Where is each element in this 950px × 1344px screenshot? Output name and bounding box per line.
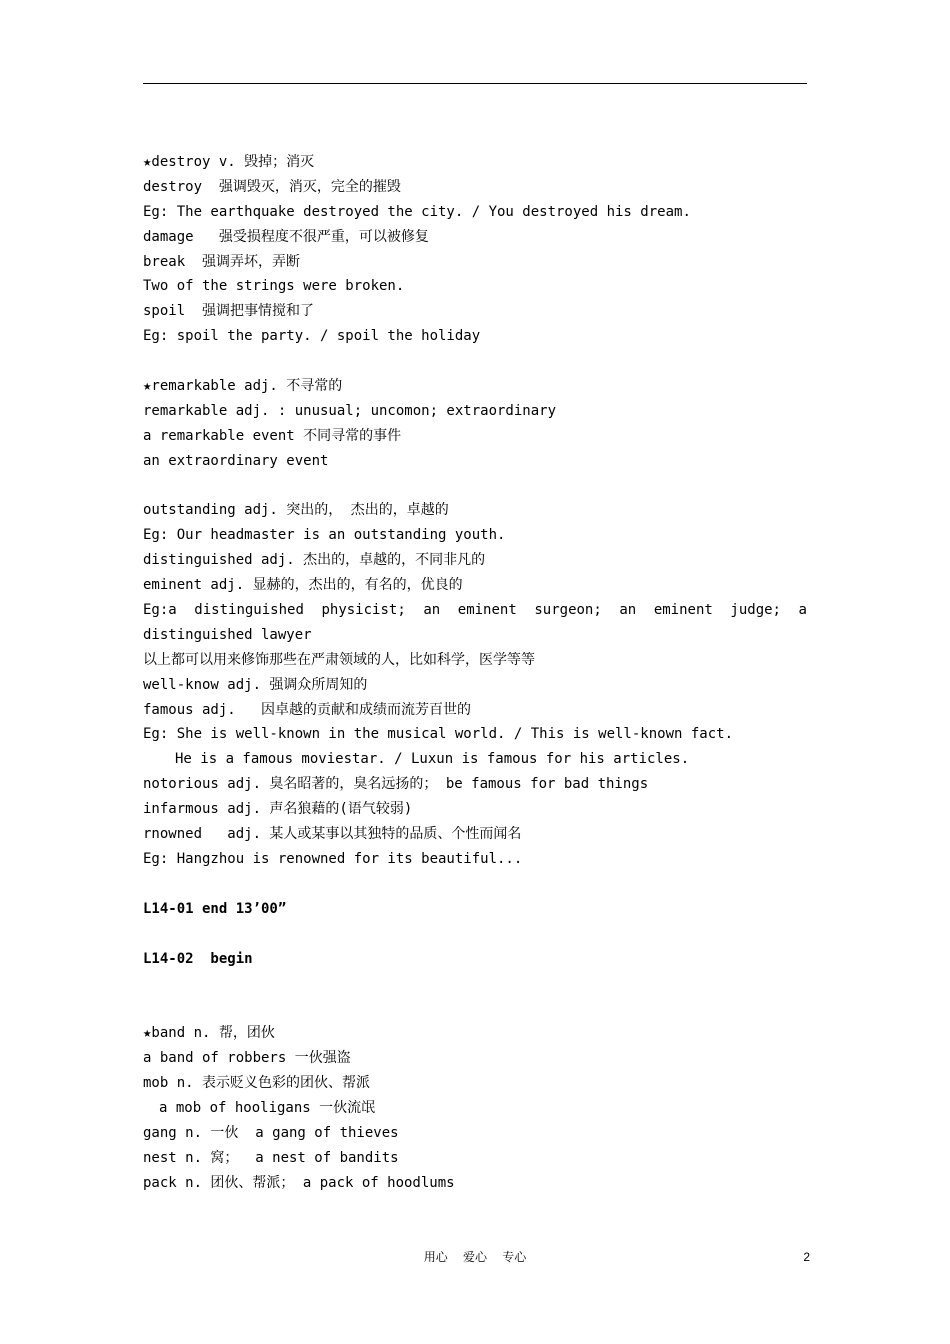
text-line: outstanding adj. 突出的， 杰出的，卓越的: [143, 502, 449, 519]
text-line: a band of robbers 一伙强盗: [143, 1050, 351, 1067]
text-line: an extraordinary event: [143, 452, 329, 469]
note-line: 以上都可以用来修饰那些在严肃领域的人，比如科学，医学等等: [143, 651, 535, 668]
blank-line: [143, 349, 807, 374]
text-line: mob n. 表示贬义色彩的团伙、帮派: [143, 1074, 371, 1091]
blank-line: [143, 971, 807, 996]
example-line: Eg: Hangzhou is renowned for its beautiful...: [143, 850, 523, 867]
text-line: rnowned adj. 某人或某事以其独特的品质、个性而闻名: [143, 826, 522, 843]
text-line: eminent adj. 显赫的，杰出的，有名的，优良的: [143, 577, 463, 594]
example-line: Eg: The earthquake destroyed the city. / You destroyed his dream.: [143, 203, 691, 220]
text-line: notorious adj. 臭名昭著的，臭名远扬的； be famous for bad things: [143, 776, 649, 793]
page-number: 2: [803, 1250, 810, 1264]
entry-heading-destroy: ★destroy v. 毁掉；消灭: [143, 154, 315, 170]
text-line: damage 强受损程度不很严重，可以被修复: [143, 228, 429, 245]
example-line: Two of the strings were broken.: [143, 278, 405, 295]
text-line: infarmous adj. 声名狼藉的(语气较弱): [143, 801, 413, 818]
text-line: distinguished adj. 杰出的，卓越的，不同非凡的: [143, 552, 486, 569]
text-line: gang n. 一伙 a gang of thieves: [143, 1124, 399, 1141]
section-marker-end: L14-01 end 13’00”: [143, 900, 287, 917]
blank-line: [143, 872, 807, 897]
entry-heading-band: ★band n. 帮，团伙: [143, 1025, 275, 1042]
text-line: famous adj. 因卓越的贡献和成绩而流芳百世的: [143, 701, 472, 718]
blank-line: [143, 996, 807, 1021]
example-line: Eg: spoil the party. / spoil the holiday: [143, 328, 481, 345]
text-line: a remarkable event 不同寻常的事件: [143, 427, 402, 444]
text-line: spoil 强调把事情搅和了: [143, 303, 315, 320]
example-line-indented: a mob of hooligans 一伙流氓: [159, 1099, 376, 1116]
example-line-justified: Eg:a distinguished physicist; an eminent surgeon; an eminent judge; a: [143, 602, 807, 619]
footer-motto: 用心 爱心 专心: [423, 1250, 527, 1264]
text-line: pack n. 团伙、帮派； a pack of hoodlums: [143, 1174, 455, 1191]
blank-line: [143, 474, 807, 499]
example-line: distinguished lawyer: [143, 626, 312, 643]
text-line: remarkable adj. : unusual; uncomon; extraordinary: [143, 402, 557, 419]
header-rule: [143, 83, 807, 84]
example-line: Eg: She is well-known in the musical world. / This is well-known fact.: [143, 726, 734, 743]
text-line: well-know adj. 强调众所周知的: [143, 676, 368, 693]
text-line: break 强调弄坏，弄断: [143, 253, 301, 270]
document-body: [143, 150, 807, 1195]
text-line: nest n. 窝； a nest of bandits: [143, 1149, 399, 1166]
entry-heading-remarkable: ★remarkable adj. 不寻常的: [143, 378, 343, 395]
section-marker-begin: L14-02 begin: [143, 950, 253, 967]
blank-line: [143, 922, 807, 947]
example-line-indented: He is a famous moviestar. / Luxun is famous for his articles.: [175, 751, 690, 768]
example-line: Eg: Our headmaster is an outstanding youth.: [143, 527, 506, 544]
text-line: destroy 强调毁灭，消灭，完全的摧毁: [143, 178, 401, 195]
